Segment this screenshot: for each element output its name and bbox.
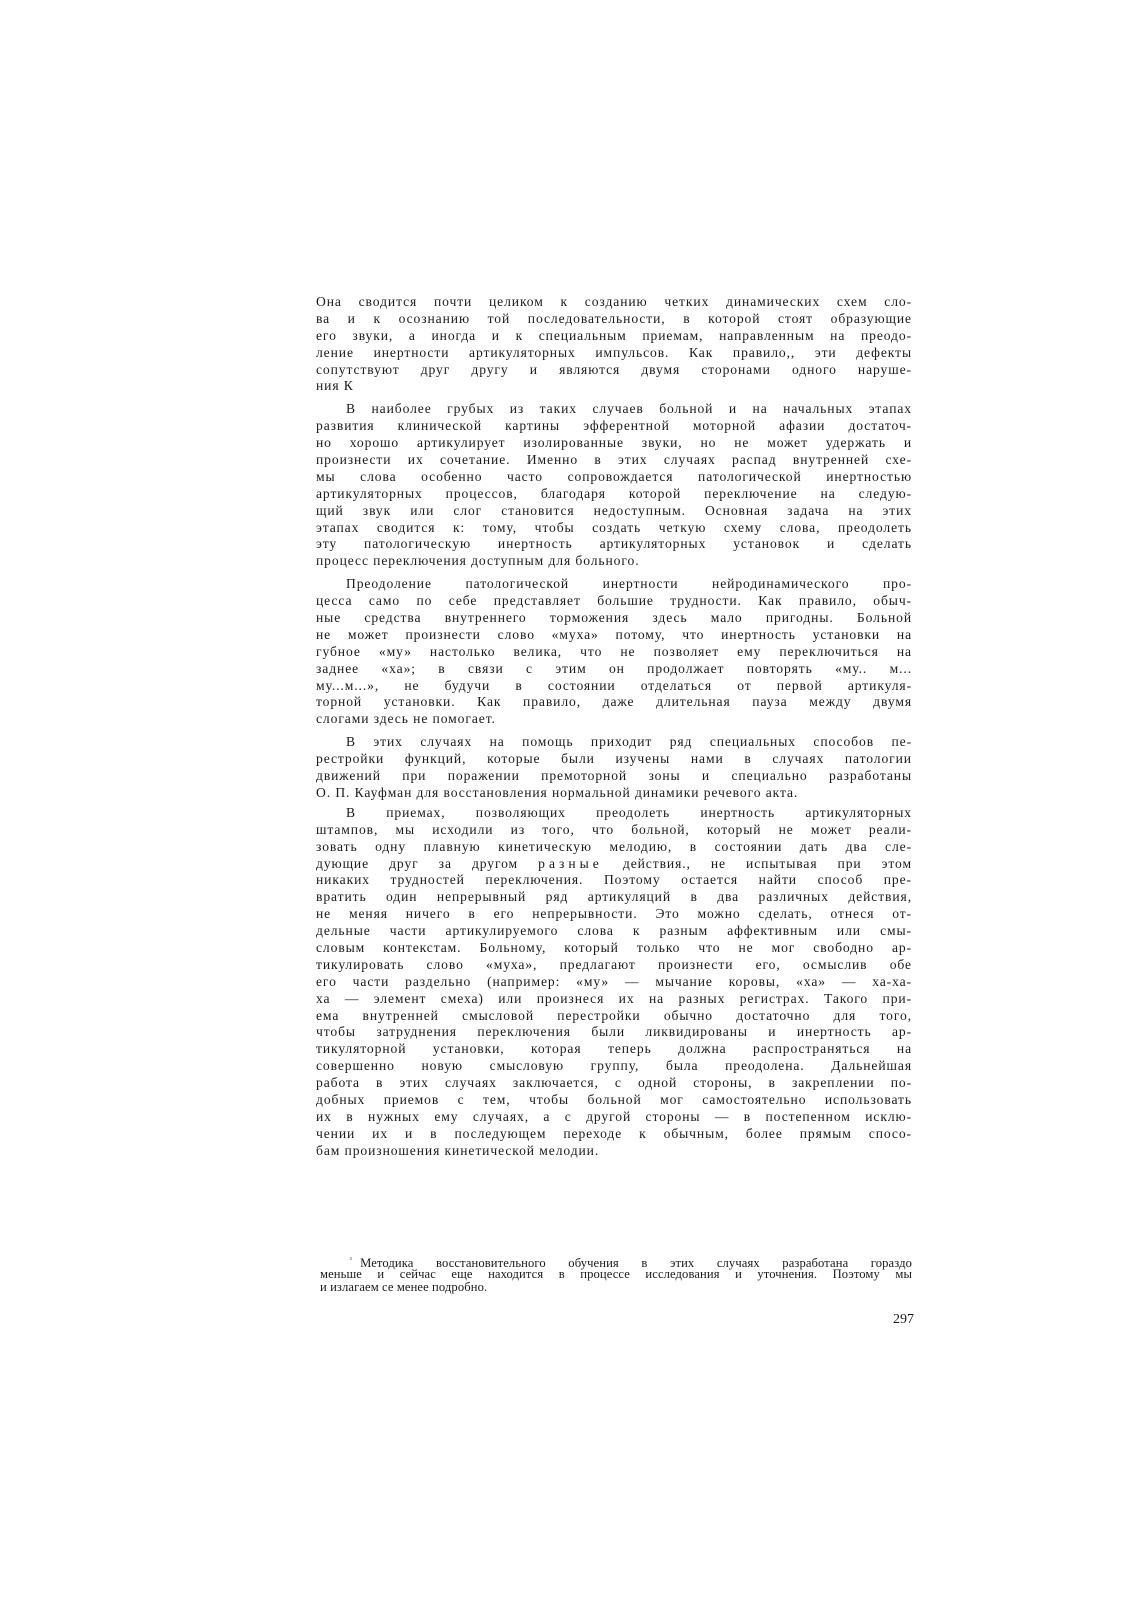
text-line: ха — элемент смеха) или произнеся их на разных регистрах. Такого при- — [316, 990, 912, 1006]
text-line: его части раздельно (например: «му» — мычание коровы, «ха» — ха-ха- — [316, 973, 912, 989]
text-line: губное «му» настолько велика, что не позволяет ему переключиться на — [316, 643, 912, 659]
footnote-line: и излагаем се менее подробно. — [320, 1280, 488, 1295]
text-line: дельные части артикулируемого слова к разным аффективным или смы- — [316, 923, 912, 939]
text-fragment: дующие друг за другом — [316, 855, 519, 871]
text-line: штампов, мы исходили из того, что больной, который не может реали- — [316, 821, 912, 837]
text-line: В этих случаях на помощь приходит ряд специальных способов пе- — [346, 734, 912, 750]
paragraph-1 — [316, 294, 912, 395]
text-line: тикуляторной установки, которая теперь должна распространяться на — [316, 1041, 912, 1057]
text-line: чтобы затруднения переключения были ликвидированы и инертность ар- — [316, 1024, 912, 1040]
text-line: не меняя ничего в его непрерывности. Это можно сделать, отнеся от- — [316, 906, 912, 922]
text-line: цесса само по себе представляет большие трудности. Как правило, обыч- — [316, 593, 912, 609]
footnote-text: Методика восстановительного обучения в этих случаях разработана гораздо — [360, 1256, 912, 1271]
text-line: заднее «ха»; в связи с этим он продолжает повторять «му.. м... — [316, 660, 912, 676]
text-line: рестройки функций, которые были изучены нами в случаях патологии — [316, 751, 912, 767]
text-line: работа в этих случаях заключается, с одной стороны, в закреплении по- — [316, 1075, 912, 1091]
text-line: бам произношения кинетической мелодии. — [316, 1142, 600, 1158]
text-line: сопутствуют друг другу и являются двумя сторонами одного наруше- — [316, 361, 912, 377]
text-line: Преодоление патологической инертности нейродинамического про- — [346, 576, 912, 592]
text-line: щий звук или слог становится недоступным. Основная задача на этих — [316, 502, 912, 518]
text-line: никаких трудностей переключения. Поэтому остается найти способ пре- — [316, 872, 912, 888]
text-line: его звуки, а иногда и к специальным приемам, направленным на преодо- — [316, 327, 912, 343]
text-line: этапах сводится к: тому, чтобы создать четкую схему слова, преодолеть — [316, 519, 912, 535]
text-line: движений при поражении премоторной зоны и специально разработаны — [316, 768, 912, 784]
text-line: слогами здесь не помогает. — [316, 711, 496, 727]
text-line: добных приемов с тем, чтобы больной мог самостоятельно использовать — [316, 1091, 912, 1107]
text-line: зовать одну плавную кинетическую мелодию, в состоянии дать два сле- — [316, 838, 912, 854]
text-line: тикулировать слово «муха», предлагают произнести его, осмыслив обе — [316, 956, 912, 972]
page-number: 297 — [893, 1312, 914, 1327]
text-line: не может произнести слово «муха» потому, что инертность установки на — [316, 626, 912, 642]
text-line: их в нужных ему случаях, а с другой стороны — в постепенном исклю- — [316, 1108, 912, 1124]
paragraph-3 — [316, 576, 912, 728]
text-line — [316, 856, 912, 873]
text-line: чении их и в последующем переходе к обычным, более прямым спосо- — [316, 1125, 912, 1141]
emphasized-word: разные — [538, 855, 603, 871]
text-line: ные средства внутреннего торможения здесь мало пригодны. Больной — [316, 610, 912, 626]
paragraph-5 — [316, 805, 912, 1160]
text-line: вратить один непрерывный ряд артикуляций в два различных действия, — [316, 889, 912, 905]
text-line: В приемах, позволяющих преодолеть инертность артикуляторных — [346, 804, 912, 820]
text-line: совершенно новую смысловую группу, была преодолена. Дальнейшая — [316, 1058, 912, 1074]
paragraph-4 — [316, 734, 912, 802]
text-line: ление инертности артикуляторных импульсов. Как правило,, эти дефекты — [316, 344, 912, 360]
text-line: словым контекстам. Больному, который только что не мог свободно ар- — [316, 939, 912, 955]
text-line: ния К — [316, 378, 354, 394]
text-line: В наиболее грубых из таких случаев больной и на начальных этапах — [346, 401, 912, 417]
footnote-line: меньше и сейчас еще находится в процессе исследования и уточнения. Поэтому мы — [320, 1266, 912, 1281]
body-text — [316, 294, 912, 1160]
text-line: Она сводится почти целиком к созданию четких динамических схем сло- — [316, 294, 912, 309]
text-line: развития клинической картины эфферентной моторной афазии достаточ- — [316, 418, 912, 434]
text-fragment: действия., не испытывая при этом — [622, 855, 912, 871]
text-line: му...м...», не будучи в состоянии отделаться от первой артикуля- — [316, 677, 912, 693]
text-line: торной установки. Как правило, даже длительная пауза между двумя — [316, 694, 912, 710]
text-line: ва и к осознанию той последовательности, в которой стоят образующие — [316, 310, 912, 326]
footnote-mark: ¹ — [350, 1256, 353, 1264]
text-line: артикуляторных процессов, благодаря которой переключение на следую- — [316, 485, 912, 501]
text-line: мы слова особенно часто сопровождается патологической инертностью — [316, 468, 912, 484]
text-line: произнести их сочетание. Именно в этих случаях распад внутренней схе- — [316, 452, 912, 468]
text-line: эту патологическую инертность артикуляторных установок и сделать — [316, 536, 912, 552]
text-line: О. П. Кауфман для восстановления нормальной динамики речевого акта. — [316, 784, 799, 800]
footnote-line — [320, 1254, 912, 1271]
paragraph-2 — [316, 401, 912, 570]
text-line: но хорошо артикулирует изолированные звуки, но не может удержать и — [316, 435, 912, 451]
text-line: ема внутренней смысловой перестройки обычно достаточно для того, — [316, 1007, 912, 1023]
footnote — [320, 1254, 912, 1295]
text-line: процесс переключения доступным для больного. — [316, 553, 640, 569]
